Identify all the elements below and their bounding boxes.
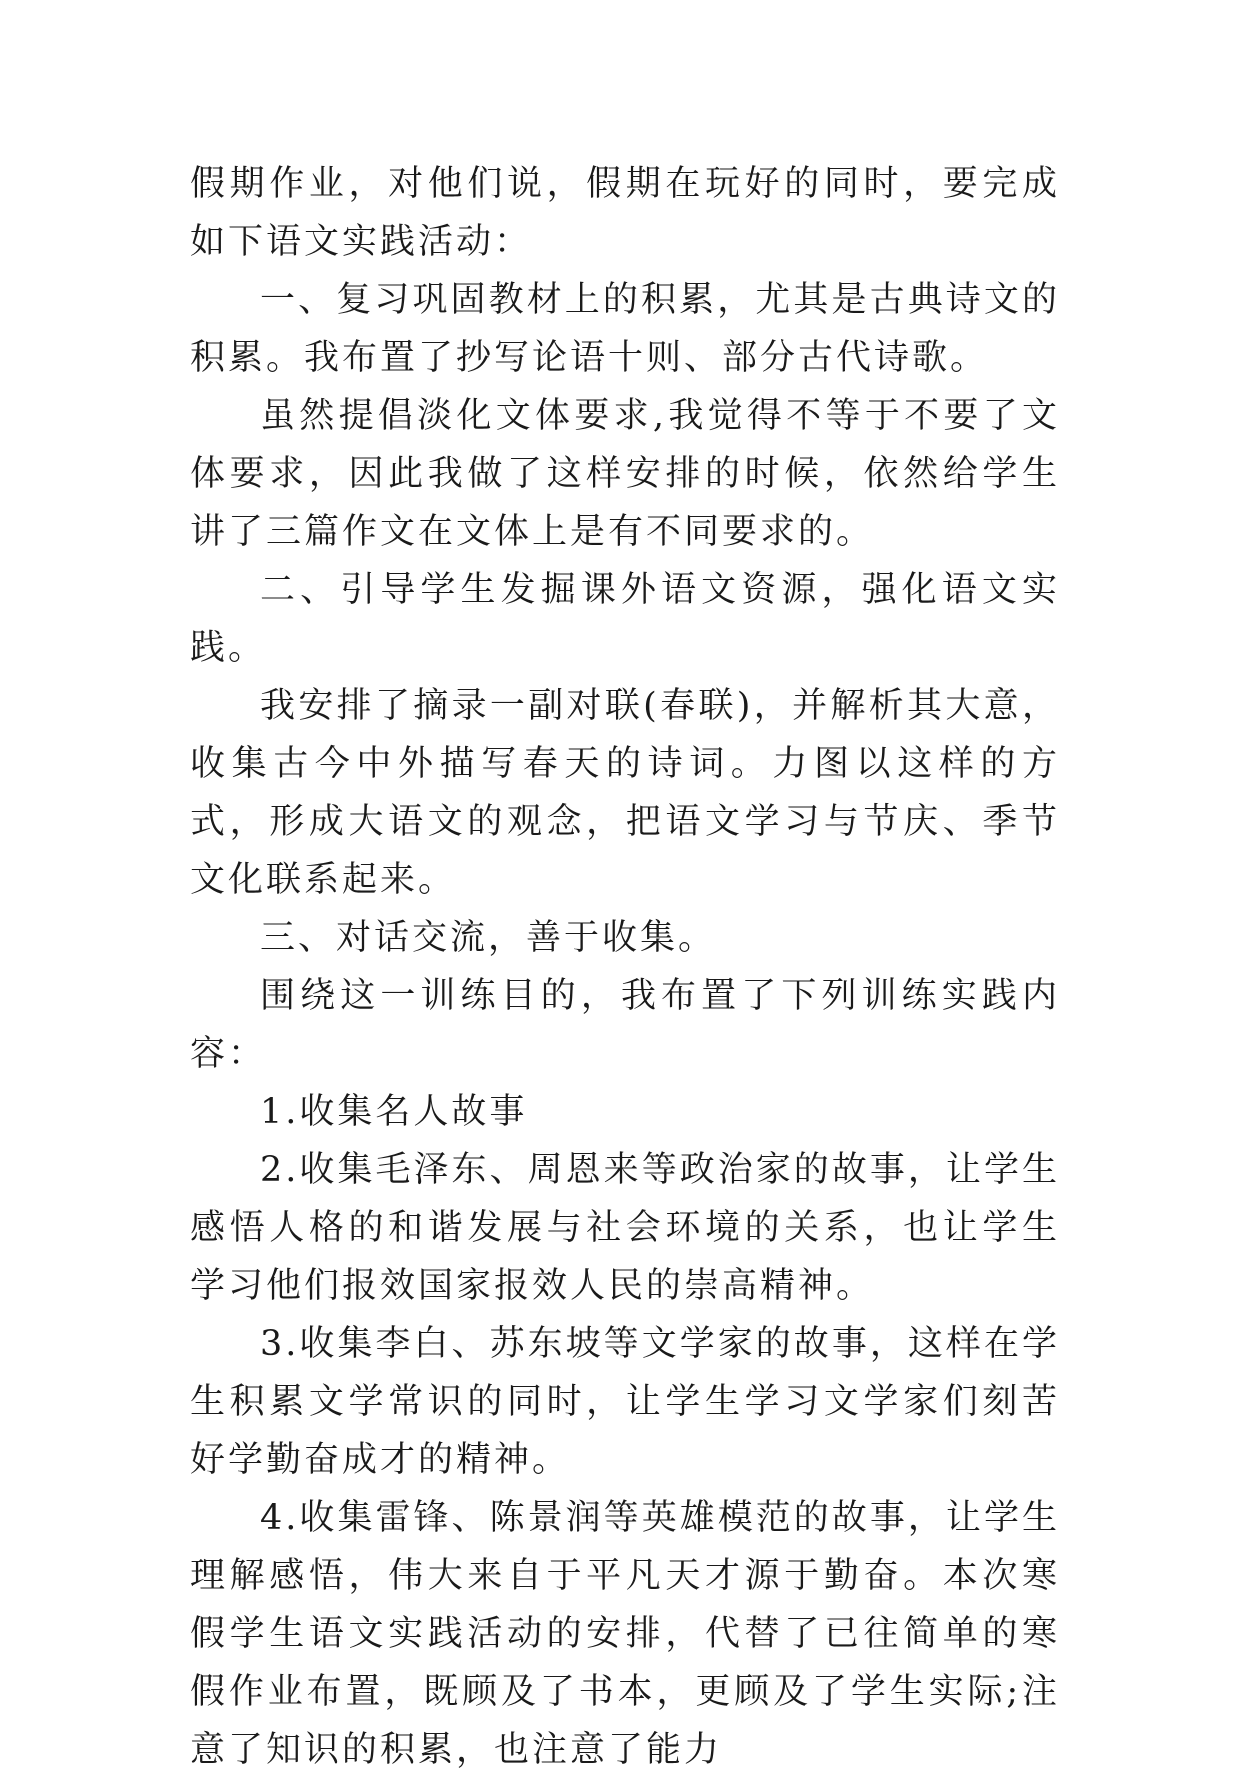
document-body — [190, 155, 1060, 1779]
paragraph-section-three: 三、对话交流，善于收集。 — [260, 918, 717, 958]
list-item-4: 4.收集雷锋、陈景润等英雄模范的故事，让学生理解感悟，伟大来自于平凡天才源于勤奋。本次寒假学生语文实践活动的安排，代替了已往简单的寒假作业布置，既顾及了书本，更顾及了学生实际;注意了知识的积累，也注意了能力 — [190, 1498, 1060, 1770]
paragraph-intro: 假期作业，对他们说，假期在玩好的同时，要完成如下语文实践活动： — [190, 164, 1060, 262]
paragraph-section-two: 二、引导学生发掘课外语文资源，强化语文实践。 — [190, 570, 1060, 668]
list-item-2: 2.收集毛泽东、周恩来等政治家的故事，让学生感悟人格的和谐发展与社会环境的关系，也让学生学习他们报效国家报效人民的崇高精神。 — [190, 1150, 1060, 1306]
paragraph-section-one: 一、复习巩固教材上的积累，尤其是古典诗文的积累。我布置了抄写论语十则、部分古代诗歌。 — [190, 280, 1060, 378]
paragraph-genre-requirements: 虽然提倡淡化文体要求,我觉得不等于不要了文体要求，因此我做了这样安排的时候，依然给学生讲了三篇作文在文体上是有不同要求的。 — [190, 396, 1060, 552]
list-item-3: 3.收集李白、苏东坡等文学家的故事，这样在学生积累文学常识的同时，让学生学习文学家们刻苦好学勤奋成才的精神。 — [190, 1324, 1060, 1480]
list-item-1: 1.收集名人故事 — [260, 1092, 528, 1132]
paragraph-training-content: 围绕这一训练目的，我布置了下列训练实践内容： — [190, 976, 1060, 1074]
paragraph-couplet-task: 我安排了摘录一副对联(春联)，并解析其大意，收集古今中外描写春天的诗词。力图以这样的方式，形成大语文的观念，把语文学习与节庆、季节文化联系起来。 — [190, 686, 1060, 900]
